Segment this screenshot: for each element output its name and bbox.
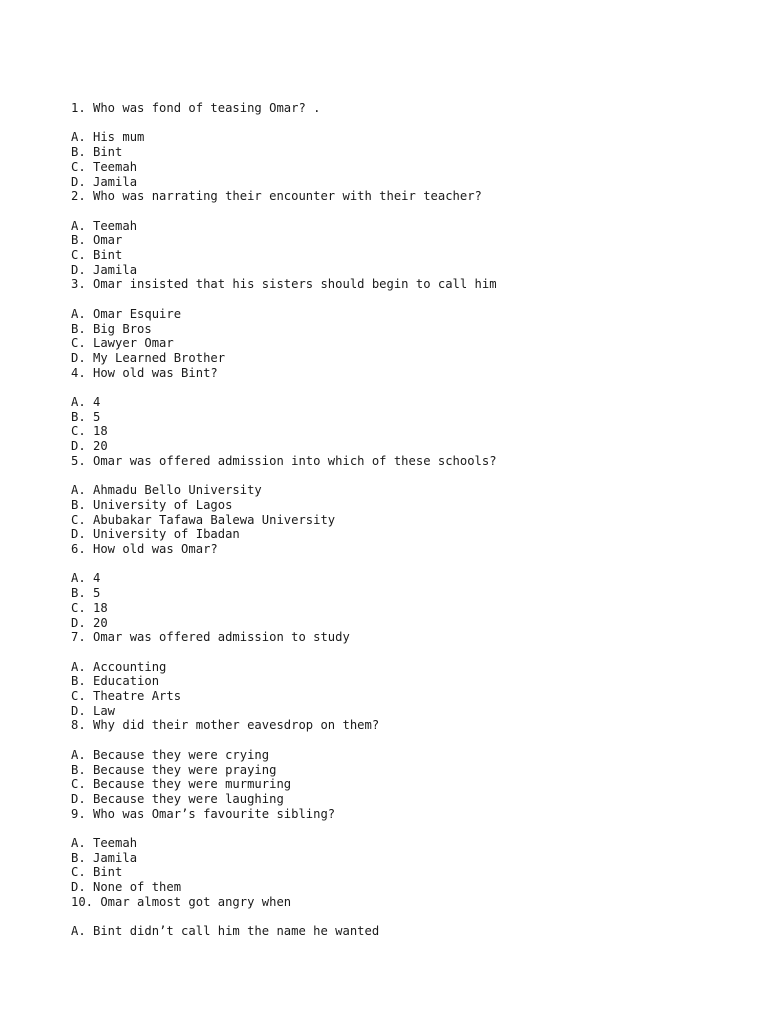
answer-option: A. 4	[71, 571, 101, 586]
question-text: 4. How old was Bint?	[71, 365, 218, 380]
answer-option: B. Bint	[71, 145, 123, 160]
question-text: 8. Why did their mother eavesdrop on them?	[71, 718, 380, 733]
question-text: 9. Who was Omar’s favourite sibling?	[71, 806, 336, 821]
answer-option: A. Accounting	[71, 659, 167, 674]
answer-option: C. Because they were murmuring	[71, 777, 292, 792]
answer-option: A. Ahmadu Bello University	[71, 483, 262, 498]
answer-option: D. Law	[71, 703, 116, 718]
answer-option: D. 20	[71, 615, 108, 630]
question-text: 10. Omar almost got angry when	[71, 894, 292, 909]
question-text: 2. Who was narrating their encounter with their teacher?	[71, 189, 482, 204]
answer-option: C. Bint	[71, 248, 123, 262]
answer-option: C. Abubakar Tafawa Balewa University	[71, 512, 336, 527]
answer-option: A. 4	[71, 395, 101, 409]
answer-option: A. Omar Esquire	[71, 306, 182, 321]
answer-option: B. Education	[71, 674, 160, 689]
question-text: 6. How old was Omar?	[71, 542, 218, 557]
answer-option: A. Because they were crying	[71, 747, 270, 762]
answer-option: A. His mum	[71, 130, 145, 145]
answer-option: B. Big Bros	[71, 321, 152, 336]
answer-option: C. 18	[71, 424, 108, 439]
answer-options	[71, 748, 497, 807]
answer-option: D. None of them	[71, 880, 182, 895]
answer-options	[71, 660, 497, 719]
question-text: 7. Omar was offered admission to study	[71, 630, 350, 645]
answer-options	[71, 395, 497, 454]
answer-option: A. Bint didn’t call him the name he wanted	[71, 924, 380, 939]
answer-options	[71, 483, 497, 542]
answer-option: B. Omar	[71, 233, 123, 248]
answer-options	[71, 571, 497, 630]
answer-option: D. Jamila	[71, 174, 138, 189]
question-text: 5. Omar was offered admission into which of these schools?	[71, 453, 497, 468]
question-text: 1. Who was fond of teasing Omar? .	[71, 101, 321, 115]
answer-option: C. 18	[71, 600, 108, 615]
answer-options	[71, 924, 497, 939]
answer-option: B. 5	[71, 586, 101, 601]
answer-option: A. Teemah	[71, 836, 138, 851]
answer-option: D. Because they were laughing	[71, 791, 284, 806]
answer-option: C. Bint	[71, 865, 123, 880]
answer-option: D. My Learned Brother	[71, 350, 226, 365]
answer-option: D. University of Ibadan	[71, 527, 240, 542]
quiz-document	[71, 101, 497, 939]
answer-option: B. University of Lagos	[71, 497, 233, 512]
answer-option: C. Lawyer Omar	[71, 336, 174, 351]
answer-option: B. Because they were praying	[71, 762, 277, 777]
answer-options	[71, 307, 497, 366]
answer-options	[71, 836, 497, 895]
answer-option: D. Jamila	[71, 262, 138, 277]
answer-option: B. Jamila	[71, 850, 138, 865]
answer-option: C. Theatre Arts	[71, 689, 182, 704]
question-text: 3. Omar insisted that his sisters should begin to call him	[71, 277, 497, 292]
answer-options	[71, 130, 497, 189]
answer-option: D. 20	[71, 439, 108, 454]
answer-option: A. Teemah	[71, 218, 138, 233]
answer-options	[71, 219, 497, 278]
answer-option: B. 5	[71, 409, 101, 424]
answer-option: C. Teemah	[71, 159, 138, 174]
